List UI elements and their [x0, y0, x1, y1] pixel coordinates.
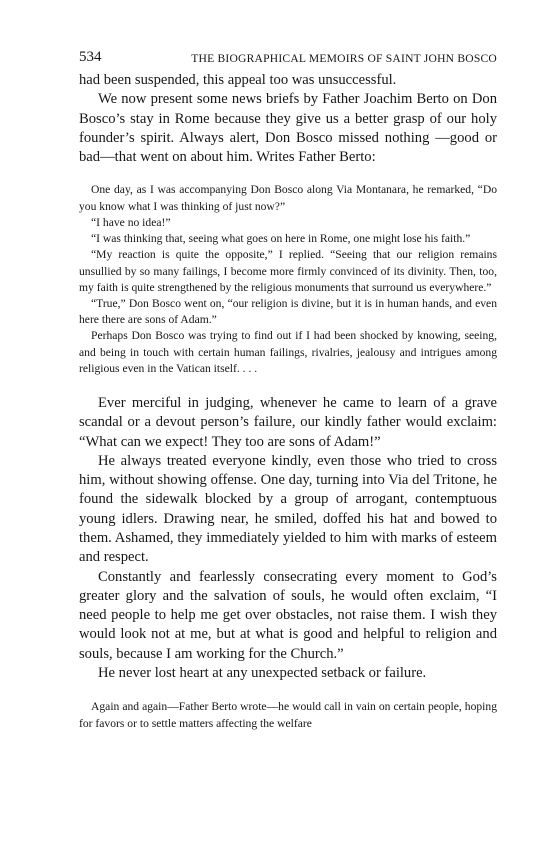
- block-quote: [79, 182, 497, 376]
- book-page: [79, 47, 497, 732]
- quote-paragraph: “I have no idea!”: [91, 215, 171, 229]
- paragraph: He never lost heart at any unexpected setback or failure.: [98, 665, 427, 682]
- quote-paragraph: One day, as I was accompanying Don Bosco along Via Montanara, he remarked, “Do you know what I was thinking of just now?”: [79, 183, 497, 213]
- running-title: THE BIOGRAPHICAL MEMOIRS OF SAINT JOHN BOSCO: [191, 52, 497, 65]
- block-quote-trailing: [79, 699, 497, 731]
- quote-paragraph: “I was thinking that, seeing what goes on here in Rome, one might lose his faith.”: [91, 232, 471, 246]
- paragraph: Constantly and fearlessly consecrating every moment to God’s greater glory and the salvation of souls, he would often exclaim, “I need people to help me get over obstacles, not raise them. I wish they would look not at me, but at what is good and helpful to religion and souls, because I am working for the Church.”: [79, 568, 497, 662]
- main-text-continued: [79, 394, 497, 683]
- quote-paragraph: Perhaps Don Bosco was trying to find out if I had been shocked by knowing, seeing, and being in touch with certain human failings, rivalries, jealousy and intrigues among religious even in the Vatican itself. . . .: [79, 329, 497, 375]
- paragraph: He always treated everyone kindly, even those who tried to cross him, without showing offense. One day, turning into Via del Tritone, he found the sidewalk blocked by a group of arrogant, contemptuous young idlers. Drawing near, he smiled, doffed his hat and bowed to them. Ashamed, they immediately yielded to him with marks of esteem and respect.: [79, 452, 497, 566]
- paragraph-continued: had been suspended, this appeal too was unsuccessful.: [79, 72, 397, 88]
- main-text: [79, 71, 497, 167]
- quote-paragraph: Again and again—Father Berto wrote—he would call in vain on certain people, hoping for favors or to settle matters affecting the welfare: [79, 700, 497, 730]
- paragraph-intro: We now present some news briefs by Father Joachim Berto on Don Bosco’s stay in Rome because they give us a better grasp of our holy founder’s spirit. Always alert, Don Bosco missed nothing —good or bad—that went on about him. Writes Father Berto:: [79, 91, 497, 166]
- quote-paragraph: “True,” Don Bosco went on, “our religion is divine, but it is in human hands, and even here there are sons of Adam.”: [79, 296, 497, 327]
- running-head: [79, 47, 497, 71]
- quote-paragraph: “My reaction is quite the opposite,” I replied. “Seeing that our religion remains unsullied by so many failings, I become more firmly convinced of its divinity. Then, too, my faith is quite strengthened by the religious monuments that surround us everywhere.”: [79, 248, 497, 294]
- page-number: 534: [79, 49, 102, 65]
- paragraph: Ever merciful in judging, whenever he came to learn of a grave scandal or a devout person’s failure, our kindly father would exclaim: “What can we expect! They too are sons of Adam!”: [79, 394, 497, 450]
